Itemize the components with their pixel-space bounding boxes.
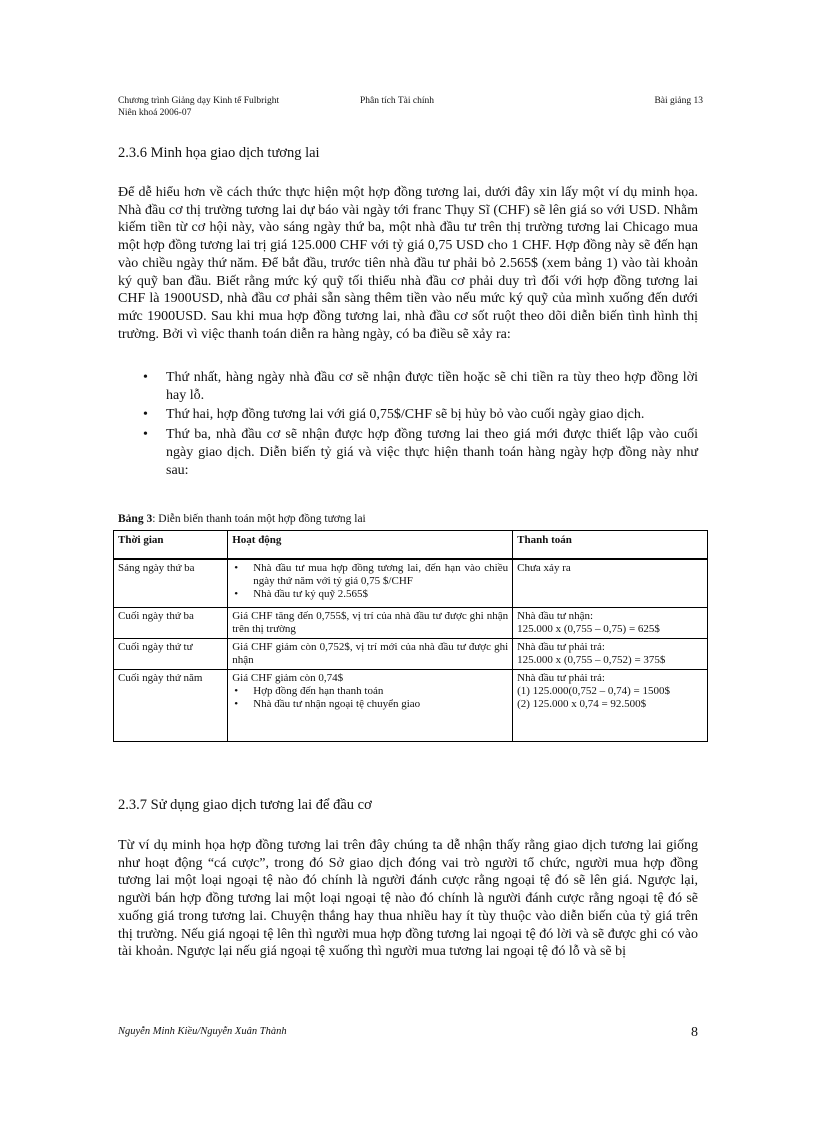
cell-payment <box>513 607 708 638</box>
bullet-icon: • <box>234 684 239 697</box>
header-year: Niên khoá 2006-07 <box>118 108 192 118</box>
table-caption <box>118 513 366 525</box>
cell-time: Cuối ngày thứ ba <box>114 607 228 638</box>
activity-bullet-text: Nhà đầu tư nhận ngoại tệ chuyển giao <box>253 697 421 710</box>
bullet-text: Thứ nhất, hàng ngày nhà đầu cơ sẽ nhận được tiền hoặc sẽ chi tiền ra tùy theo hợp đồng lời hay lỗ. <box>166 370 698 403</box>
bullet-icon: • <box>143 427 148 443</box>
table-row <box>114 669 708 741</box>
list-item <box>141 426 698 479</box>
cell-payment <box>513 669 708 741</box>
settlement-table <box>113 530 708 742</box>
section-heading-2-3-6: 2.3.6 Minh họa giao dịch tương lai <box>118 145 320 161</box>
table-caption-label: Bảng 3 <box>118 513 153 525</box>
section-2-paragraph: Từ ví dụ minh họa hợp đồng tương lai trên đây chúng ta dễ nhận thấy rằng giao dịch tương lai giống như hoạt động “cá cược”, trong đó Sở giao dịch đóng vai trò người tổ chức, người mua hợp đồng tương lai một loại ngoại tệ nào đó chính là người đánh cược rằng ngoại tệ đó sẽ lên giá. Ngược lại, người bán hợp đồng tương lai một loại ngoại tệ nào đó chính là người đánh cược rằng ngoại tệ đó sẽ xuống giá trong tương lai. Chuyện thắng hay thua nhiều hay ít tùy thuộc vào diễn biến của tỷ giá trên thị trường. Nếu giá ngoại tệ lên thì người mua hợp đồng tương lai ngoại tệ đó lời và sẽ được ghi có vào tài khoản. Ngược lại nếu giá ngoại tệ xuống thì người mua tương lai ngoại tệ đó lỗ và sẽ bị <box>118 838 698 960</box>
payment-line: Chưa xảy ra <box>517 562 571 574</box>
list-item <box>141 406 698 424</box>
footer-authors: Nguyễn Minh Kiều/Nguyễn Xuân Thành <box>118 1026 287 1037</box>
bullet-text: Thứ hai, hợp đồng tương lai với giá 0,75$/CHF sẽ bị hủy bỏ vào cuối ngày giao dịch. <box>166 407 645 423</box>
list-item <box>141 369 698 404</box>
header-course: Phân tích Tài chính <box>360 96 434 106</box>
header-lecture: Bài giảng 13 <box>654 96 703 106</box>
cell-time: Cuối ngày thứ năm <box>114 669 228 741</box>
table-row <box>114 559 708 607</box>
section-heading-2-3-7: 2.3.7 Sử dụng giao dịch tương lai để đầu cơ <box>118 797 372 813</box>
bullet-icon: • <box>143 407 148 423</box>
cell-activity: Giá CHF tăng đến 0,755$, vị trí của nhà đầu tư được ghi nhận trên thị trường <box>228 607 513 638</box>
column-header-time: Thời gian <box>114 531 228 560</box>
activity-bullet-text: Hợp đồng đến hạn thanh toán <box>253 684 384 697</box>
payment-line: (1) 125.000(0,752 – 0,74) = 1500$ <box>517 684 670 697</box>
table-caption-text: : Diễn biến thanh toán một hợp đồng tương lai <box>152 513 366 525</box>
list-item <box>232 698 508 711</box>
bullet-icon: • <box>234 562 239 574</box>
header-left <box>118 95 279 119</box>
column-header-activity: Hoạt động <box>228 531 513 560</box>
list-item <box>232 562 508 588</box>
section-1-paragraph: Để dễ hiểu hơn về cách thức thực hiện một hợp đồng tương lai, dưới đây xin lấy một ví dụ minh họa. Nhà đầu cơ thị trường tương lai dự báo vài ngày tới franc Thụy Sĩ (CHF) sẽ lên giá so với USD. Nhằm kiếm tiền từ cơ hội này, vào sáng ngày thứ ba, một nhà đầu tư trên thị trường tương lai Chicago mua một hợp đồng tương lai trị giá 125.000 CHF với tỷ giá 0,75 USD cho 1 CHF. Hợp đồng này sẽ đến hạn vào chiều ngày thứ năm. Để bắt đầu, trước tiên nhà đầu tư phải bỏ 2.565$ (xem bảng 1) vào tài khoản ký quỹ ban đầu. Biết rằng mức ký quỹ tối thiểu nhà đầu cơ phải duy trì đối với hợp đồng tương lai CHF là 1900USD, nhà đầu cơ phải sẵn sàng thêm tiền vào nếu mức ký quỹ của mình xuống đến dưới mức 1900USD. Sau khi mua hợp đồng tương lai, nhà đầu cơ sốt ruột theo dõi diễn biến tình hình thị trường. Bởi vì việc thanh toán diễn ra hàng ngày, có ba điều sẽ xảy ra: <box>118 185 698 342</box>
page-number: 8 <box>691 1025 698 1040</box>
list-item <box>232 685 508 698</box>
column-header-payment: Thanh toán <box>513 531 708 560</box>
bullet-icon: • <box>143 370 148 385</box>
cell-activity: Giá CHF giảm còn 0,752$, vị trí mới của nhà đầu tư được ghi nhận <box>228 638 513 669</box>
payment-line: Nhà đầu tư phải trả: <box>517 640 605 653</box>
bullet-text: Thứ ba, nhà đầu cơ sẽ nhận được hợp đồng tương lai theo giá mới được thiết lập vào cuối ngày giao dịch. Diễn biến tỷ giá và việc thực hiện thanh toán hàng ngày hợp đồng này như sau: <box>166 427 698 478</box>
activity-text: Giá CHF giảm còn 0,74$ <box>232 671 344 684</box>
table-row <box>114 638 708 669</box>
payment-line: Nhà đầu tư nhận: <box>517 609 594 622</box>
bullet-icon: • <box>234 588 239 600</box>
list-item <box>232 588 508 601</box>
activity-bullet-text: Nhà đầu tư mua hợp đồng tương lai, đến hạn vào chiều ngày thứ năm với tỷ giá 0,75 $/CHF <box>253 562 509 587</box>
payment-line: 125.000 x (0,755 – 0,752) = 375$ <box>517 653 666 666</box>
cell-time: Cuối ngày thứ tư <box>114 638 228 669</box>
table-header-row <box>114 531 708 560</box>
payment-line: Nhà đầu tư phải trả: <box>517 671 605 684</box>
cell-payment <box>513 638 708 669</box>
activity-bullet-text: Nhà đầu tư ký quỹ 2.565$ <box>253 588 368 600</box>
payment-line: (2) 125.000 x 0,74 = 92.500$ <box>517 697 647 710</box>
payment-line: 125.000 x (0,755 – 0,75) = 625$ <box>517 622 660 635</box>
section-1-bullet-list <box>141 369 698 481</box>
header-program: Chương trình Giảng dạy Kinh tế Fulbright <box>118 96 280 106</box>
cell-payment <box>513 559 708 607</box>
table-row <box>114 607 708 638</box>
bullet-icon: • <box>234 697 239 710</box>
cell-activity <box>228 669 513 741</box>
cell-activity <box>228 559 513 607</box>
cell-time: Sáng ngày thứ ba <box>114 559 228 607</box>
